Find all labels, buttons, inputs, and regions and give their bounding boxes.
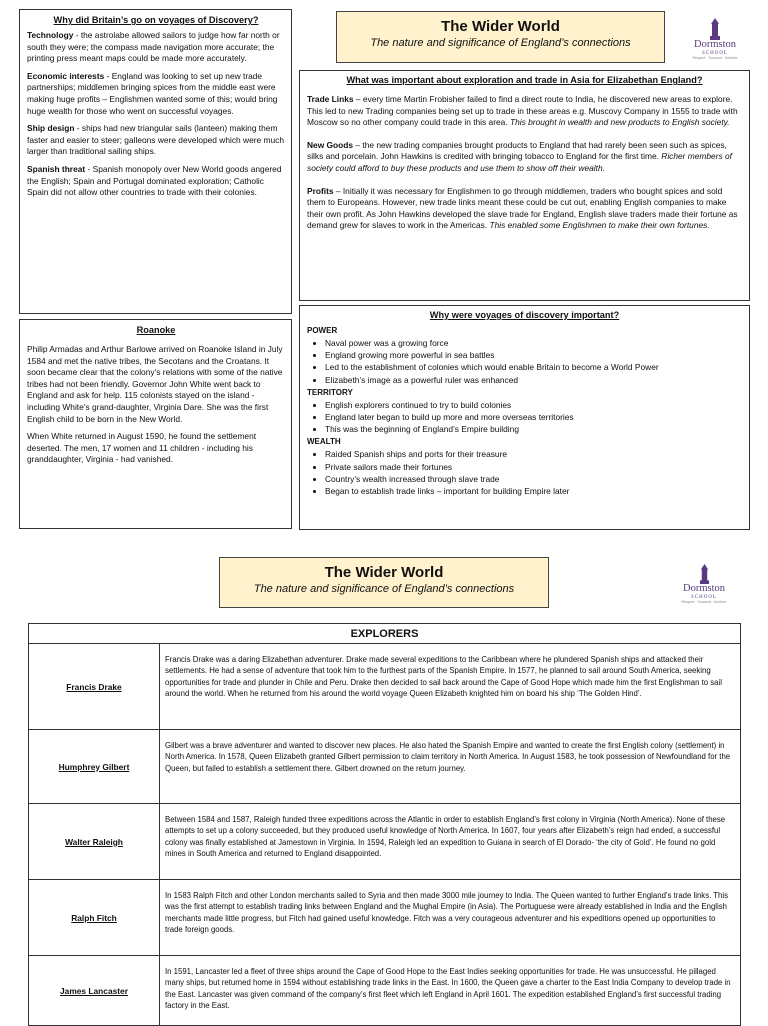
explorer-description: Between 1584 and 1587, Raleigh funded three expeditions across the Atlantic in order to establish England’s first colony in Virginia (North America). None of these attempts to set up a colony succeeded, but they produced useful knowledge of North America. In 1607, four years after Elizabeth’s reign had ended, a successful colony was finally established at Jamestown in Virginia. In 1594, Raleigh led an expedition to Guiana in search of El Dorado- ‘the city of Gold’. He found no gold mines in South America and returned to England disappointed.	[160, 804, 741, 880]
territory-list	[307, 399, 742, 436]
britain-item-ship-design: Ship design - ships had new triangular sails (lanteen) making them faster and easier to steer; galleons were developed which were much larger than traditional sailing ships.	[27, 123, 284, 157]
list-item: • Naval power was a growing force	[325, 337, 742, 349]
header-subtitle: The nature and significance of England’s connections	[370, 37, 631, 49]
list-item: • Began to establish trade links – important for building Empire later	[325, 485, 742, 497]
table-row	[29, 730, 741, 804]
britain-voyages-title: Why did Britain’s go on voyages of Discovery?	[53, 15, 259, 25]
list-item: • English explorers continued to try to build colonies	[325, 399, 742, 411]
table-row	[29, 956, 741, 1026]
tower-icon	[698, 564, 711, 584]
header-banner-bottom	[219, 557, 549, 608]
wealth-list	[307, 448, 742, 497]
explorer-description: In 1583 Ralph Fitch and other London merchants sailed to Syria and then made 3000 mile journey to India. The Queen wanted to further England’s trade links. This was the first attempt to establish trading links between England and the Mughal Empire (in Asia). The Portuguese were already established in India and the English merchants made little progress, but Fitch had gained useful knowledge. Fitch was a very courageous adventurer and his expeditions opened up opportunities to trade foreign goods.	[160, 880, 741, 956]
explorers-title: EXPLORERS	[29, 624, 741, 644]
list-item: • Elizabeth’s image as a powerful ruler was enhanced	[325, 374, 742, 386]
britain-voyages-box	[19, 9, 292, 314]
explorer-name: Francis Drake	[29, 644, 160, 730]
list-item: • Raided Spanish ships and ports for their treasure	[325, 448, 742, 460]
asia-item-trade-links: Trade Links – every time Martin Frobisher failed to find a direct route to India, he discovered new areas to explore. This led to new Trading companies being set up to trade in these areas e.g. Muscovy Company in 1555 to trade with Moscow so no other company could trade in this area. This brought in wealth and new products to English society.	[307, 94, 738, 128]
header-subtitle: The nature and significance of England’s connections	[253, 583, 515, 595]
logo-name: Dormston	[694, 39, 736, 50]
list-item: • Private sailors made their fortunes	[325, 461, 742, 473]
asia-trade-box	[299, 70, 750, 301]
power-list	[307, 337, 742, 386]
list-item: • This was the beginning of England’s Empire building	[325, 423, 742, 435]
roanoke-paragraph-2: When White returned in August 1590, he found the settlement deserted. The men, 17 women and 11 children - including his granddaughter, Virginia - had vanished.	[27, 431, 257, 465]
header-title: The Wider World	[324, 564, 444, 581]
britain-item-economic: Economic interests - England was looking to set up new trade partnerships; middlemen bringing spices from the middle east were making huge profits – Englishmen wanted some of this; would bring huge wealth for those who went on successful voyages.	[27, 70, 278, 116]
explorer-name: James Lancaster	[29, 956, 160, 1026]
explorers-table	[28, 623, 741, 1026]
logo-sub: SCHOOL	[690, 594, 717, 600]
section-heading-territory: TERRITORY	[307, 387, 353, 397]
voyages-importance-title: Why were voyages of discovery important?	[429, 310, 620, 320]
school-logo-bottom	[672, 564, 736, 604]
asia-trade-title: What was important about exploration and trade in Asia for Elizabethan England?	[346, 75, 703, 85]
logo-motto: Respect · Succeed · Achieve	[692, 55, 738, 60]
explorer-name: Ralph Fitch	[29, 880, 160, 956]
explorer-name: Walter Raleigh	[29, 804, 160, 880]
asia-item-new-goods: New Goods – the new trading companies brought products to England that had rarely been seen such as spices, silks and porcelain. John Hawkins is credited with bringing tobacco to England for the first time. Richer members of society could afford to buy these products and use them to show off their wealth.	[307, 139, 733, 173]
list-item: • England growing more powerful in sea battles	[325, 349, 742, 361]
roanoke-box	[19, 319, 292, 529]
logo-name: Dormston	[683, 583, 725, 594]
header-banner-top	[336, 11, 665, 63]
section-heading-power: POWER	[307, 326, 338, 335]
table-row	[29, 804, 741, 880]
table-row	[29, 880, 741, 956]
header-title: The Wider World	[441, 18, 560, 35]
logo-sub: SCHOOL	[701, 50, 728, 56]
voyages-importance-box	[299, 305, 750, 530]
britain-item-technology: Technology - the astrolabe allowed sailors to judge how far north or south they were; the compass made navigation more accurate; the printing press meant maps could be made more accurately.	[27, 30, 280, 64]
roanoke-paragraph-1: Philip Armadas and Arthur Barlowe arrived on Roanoke Island in July 1584 and met the native tribes, the Secotans and the Croatans. It soon became clear that the colony’s relations with some of the native tribes had not been friendly. Governor John White went back to England and ask for help. 115 colonists stayed on the island - including White’s grand-daughter, Virginia Dare. She was the first English child to be born in the New World.	[27, 344, 283, 424]
roanoke-title: Roanoke	[136, 325, 176, 335]
list-item: • England later began to build up more and more overseas territories	[325, 411, 742, 423]
explorer-description: In 1591, Lancaster led a fleet of three ships around the Cape of Good Hope to the East Indies seeking opportunities for trade. He was unsuccessful. He pillaged many ships, but returned home in 1594 without establishing trade links in the East. In 1600, the Queen gave a charter to the East India Company to develop trade in the East. Lancaster was given command of the company’s first fleet which left England in April 1601. The expedition established England’s first successful trading factory in the East.	[160, 956, 741, 1026]
explorer-description: Gilbert was a brave adventurer and wanted to discover new places. He also hated the Spanish Empire and wanted to create the first English colony (settlement) in North America. In 1578, Queen Elizabeth granted Gilbert permission to claim territory in North America. In August 1583, he took possession of Newfoundland for the Queen, but failed to establish a settlement there. Gilbert drowned on the return journey.	[160, 730, 741, 804]
explorers-header-row	[29, 624, 741, 644]
tower-icon	[708, 18, 722, 40]
school-logo-top	[683, 18, 747, 60]
section-heading-wealth: WEALTH	[307, 437, 341, 447]
explorer-name: Humphrey Gilbert	[29, 730, 160, 804]
logo-motto: Respect · Succeed · Achieve	[681, 599, 727, 604]
list-item: • Country’s wealth increased through slave trade	[325, 473, 742, 485]
asia-item-profits: Profits – Initially it was necessary for Englishmen to go through middlemen, traders who bought spices and sold them to Europeans. However, new trade links meant these could be cut out, enabling English companies to make their own profit. As John Hawkins developed the slave trade for England, English slave traders made their fortune as demand grew for slaves to work in the Americas. This enabled some Englishmen to make their own fortunes.	[307, 185, 738, 231]
list-item: • Led to the establishment of colonies which would enable Britain to become a World Power	[325, 361, 742, 373]
table-row	[29, 644, 741, 730]
britain-item-spanish-threat: Spanish threat - Spanish monopoly over New World goods angered the English; Spain and Portugal dominated exploration; Catholic Spain did not allow other countries to trade with their colonies.	[27, 163, 282, 198]
explorer-description: Francis Drake was a daring Elizabethan adventurer. Drake made several expeditions to the Caribbean where he plundered Spanish ships and attacked their settlements. He had a sense of adventure that took him to the furthest parts of the Spanish Empire. In 1577, he planned to sail around South America, seeking opportunities for trade and plunder in Chile and Peru. Drake then decided to sail back around the Cape of Good Hope which made him the first Englishman to sail around the world. When he returned from his around the world voyage Queen Elizabeth knighted him on board his ship ‘The Golden Hind’.	[160, 644, 741, 730]
